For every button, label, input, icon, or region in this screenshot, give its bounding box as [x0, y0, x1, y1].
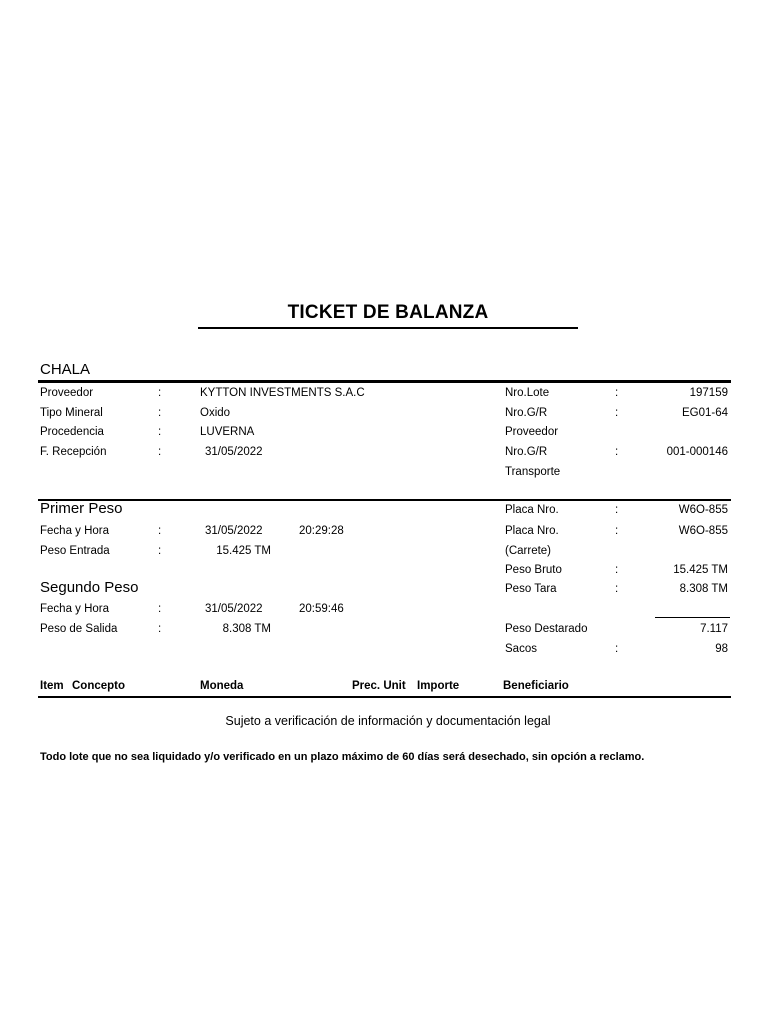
weights-divider [38, 499, 731, 501]
ticket-title: TICKET DE BALANZA [287, 302, 489, 323]
col-moneda: Moneda [200, 680, 244, 692]
colon: : [615, 504, 619, 516]
tipo-mineral-label: Tipo Mineral [40, 407, 103, 419]
header-divider [38, 380, 731, 383]
colon: : [158, 623, 162, 635]
lote-value: 197159 [689, 387, 728, 399]
gr-proveedor-value: EG01-64 [681, 407, 728, 419]
primer-peso-value: 15.425 TM [216, 545, 271, 557]
colon: : [615, 387, 619, 399]
col-beneficiario: Beneficiario [503, 680, 569, 692]
peso-bruto-label: Peso Bruto [505, 564, 562, 576]
sacos-value: 98 [715, 643, 728, 655]
segundo-peso-label: Peso de Salida [40, 623, 118, 635]
tipo-mineral-value: Oxido [200, 407, 231, 419]
lote-label: Nro.Lote [505, 387, 550, 399]
peso-destarado-label: Peso Destarado [505, 623, 588, 635]
colon: : [158, 525, 162, 537]
colon: : [158, 387, 162, 399]
colon: : [615, 446, 619, 458]
gr-transporte-label: Nro.G/R [505, 446, 548, 458]
colon: : [615, 564, 619, 576]
proveedor-value: KYTTON INVESTMENTS S.A.C [200, 387, 365, 399]
gr-proveedor-label: Nro.G/R [505, 407, 548, 419]
colon: : [615, 407, 619, 419]
colon: : [158, 426, 162, 438]
procedencia-value: LUVERNA [200, 426, 255, 438]
table-header-divider [38, 696, 731, 698]
segundo-fecha-label: Fecha y Hora [40, 603, 110, 615]
primer-peso-heading: Primer Peso [40, 500, 123, 517]
sacos-label: Sacos [505, 643, 537, 655]
col-importe: Importe [417, 680, 460, 692]
segundo-hora-value: 20:59:46 [299, 603, 344, 615]
disclaimer-note: Todo lote que no sea liquidado y/o verificado en un plazo máximo de 60 días será desechado, sin opción a reclamo. [40, 751, 645, 763]
segundo-peso-heading: Segundo Peso [40, 579, 139, 596]
primer-fecha-label: Fecha y Hora [40, 525, 110, 537]
col-prec-unit: Prec. Unit [352, 680, 406, 692]
col-item: Item [40, 680, 64, 692]
primer-hora-value: 20:29:28 [299, 525, 344, 537]
gr-proveedor-label-2: Proveedor [505, 426, 559, 438]
recepcion-value: 31/05/2022 [205, 446, 263, 458]
colon: : [158, 545, 162, 557]
gr-transporte-value: 001-000146 [666, 446, 728, 458]
colon: : [158, 407, 162, 419]
placa2-label: Placa Nro. [505, 525, 559, 537]
segundo-fecha-value: 31/05/2022 [205, 603, 263, 615]
location-label: CHALA [40, 361, 91, 378]
colon: : [615, 525, 619, 537]
col-concepto: Concepto [72, 680, 126, 692]
peso-tara-value: 8.308 TM [679, 583, 728, 595]
colon: : [615, 583, 619, 595]
primer-peso-label: Peso Entrada [40, 545, 110, 557]
segundo-peso-value: 8.308 TM [222, 623, 271, 635]
peso-destarado-value: 7.117 [700, 623, 728, 635]
peso-tara-label: Peso Tara [505, 583, 557, 595]
procedencia-label: Procedencia [40, 426, 104, 438]
placa2-value: W6O-855 [678, 525, 728, 537]
peso-bruto-value: 15.425 TM [673, 564, 728, 576]
colon: : [158, 603, 162, 615]
primer-fecha-value: 31/05/2022 [205, 525, 263, 537]
colon: : [615, 643, 619, 655]
verification-note: Sujeto a verificación de información y documentación legal [225, 714, 551, 728]
gr-transporte-label-2: Transporte [505, 466, 561, 478]
recepcion-label: F. Recepción [40, 446, 107, 458]
placa1-label: Placa Nro. [505, 504, 559, 516]
title-underline [198, 327, 578, 329]
placa1-value: W6O-855 [678, 504, 728, 516]
colon: : [158, 446, 162, 458]
proveedor-label: Proveedor [40, 387, 94, 399]
subtraction-rule [655, 617, 730, 618]
placa2-sub-label: (Carrete) [505, 545, 552, 557]
